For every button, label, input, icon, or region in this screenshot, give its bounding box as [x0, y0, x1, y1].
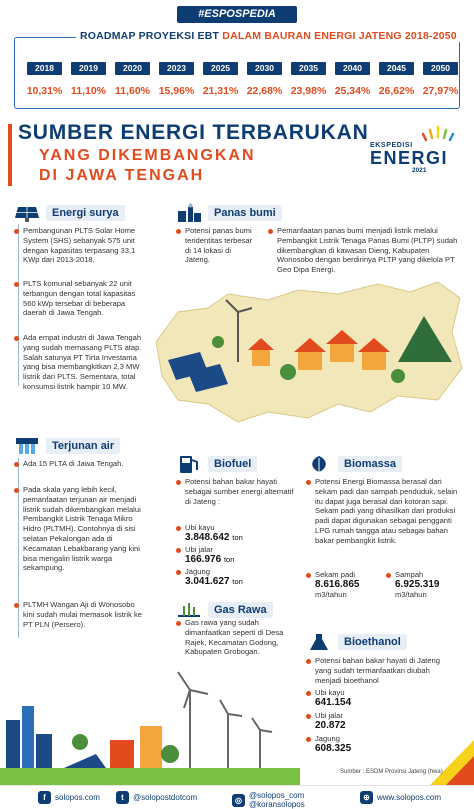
stat-item: Ubi kayu 641.154: [306, 688, 406, 711]
logo-rays-icon: [422, 124, 456, 142]
paragraph: PLTS komunal sebanyak 22 unit terbangun dengan total kapasitas 560 kWp tersebar di beberapa daerah di Jawa Tengah.: [14, 279, 146, 318]
central-java-map-illustration: [148, 272, 468, 432]
paragraph: PLTMH Wangan Aji di Wonosobo kini sudah mulai memasok listrik ke PT PLN (Persero).: [14, 600, 146, 629]
section-title: Gas Rawa: [208, 602, 273, 618]
bioethanol-stats: [306, 688, 406, 757]
stat-item: Jagung 608.325: [306, 734, 406, 757]
website-link[interactable]: ⊕ www.solopos.com: [360, 791, 441, 804]
year-value: 25,34%: [334, 85, 371, 97]
paragraph: Potensi panas bumi teridentitas terbesar di 14 lokasi di Jateng.: [176, 226, 258, 265]
year-label: 2019: [71, 62, 106, 75]
roadmap-year: [378, 62, 415, 97]
paragraph: Potensi Energi Biomassa berasal dari sekam padi dan sampah penduduk, selain itu dapat juga berasal dari kotoran sapi. Sekam padi yang dihasilkan dari produksi padi dapat digunakan sebagai pengganti LPG rumah tangga atau sebagai bahan bakar pembangkit listrik.: [306, 477, 462, 546]
section-title: Panas bumi: [208, 205, 282, 221]
year-value: 21,31%: [202, 85, 239, 97]
year-label: 2020: [115, 62, 150, 75]
paragraph: Pembangunan PLTS Solar Home System (SHS) sebanyak 575 unit dengan kapasitas terpasang 33,1 KWp dari 2013-2018.: [14, 226, 146, 265]
roadmap-year: [422, 62, 459, 97]
swamp-gas-icon: [176, 600, 202, 620]
section-title: Biofuel: [208, 456, 257, 472]
twitter-icon: t: [116, 791, 129, 804]
roadmap-year: [114, 62, 151, 97]
roadmap-title: [76, 30, 461, 42]
stat-item: Ubi kayu 3.848.642 ton: [176, 523, 296, 545]
section-header-gas-rawa: [176, 600, 273, 620]
section-title: Biomassa: [338, 456, 402, 472]
roadmap-year: [70, 62, 107, 97]
wind-solar-illustration: [0, 650, 300, 785]
page-title-line3: DI JAWA TENGAH: [39, 167, 205, 184]
footer-bar: [0, 785, 474, 809]
section-header-bioethanol: [306, 632, 407, 652]
title-accent-bar: [8, 124, 12, 186]
roadmap-year: [290, 62, 327, 97]
twitter-link[interactable]: t @solopostdotcom: [116, 791, 197, 804]
year-value: 26,62%: [378, 85, 415, 97]
esposepedia-tag: #ESPOSPEDIA: [177, 6, 297, 23]
roadmap-years: [26, 62, 459, 97]
paragraph: Pemanfaatan panas bumi menjadi listrik melalui Pembangkit Listrik Tenaga Panas Bumi (PLTP) sudah dikembangkan di kawasan Dieng, Kabupaten Wonosobo dengan berdirinya PLTP yang dikelola PT Geo Dipa Energi.: [268, 226, 458, 275]
facebook-icon: f: [38, 791, 51, 804]
year-label: 2050: [423, 62, 458, 75]
section-header-biofuel: [176, 454, 257, 474]
roadmap-year: [246, 62, 283, 97]
page-title-line2: YANG DIKEMBANGKAN: [39, 147, 256, 164]
paragraph: Potensi bahan bakar hayati di Jateng yang sudah termanfaatkan diubah menjadi bioethanol: [306, 656, 456, 685]
waterfall-icon: [14, 436, 40, 456]
source-note: Sumber : ESDM Provinsi Jateng (hwa): [340, 769, 443, 775]
corner-decoration: [420, 740, 474, 785]
year-value: 15,96%: [158, 85, 195, 97]
section-header-biomassa: [306, 454, 402, 474]
roadmap-year: [334, 62, 371, 97]
year-value: 10,31%: [26, 85, 63, 97]
paragraph: Pada skala yang lebih kecil, pemanfaatan terjunan air menjadi listrik sudah dikembangkan melalui Pembangkit Listrik Tenaga Mikro Hidro (PLTMH). Contohnya di sisi selatan Pekalongan ada di Kecamatan Lebakbarang yang kini bisa mengaliri listrik warga sekampung.: [14, 485, 146, 573]
year-label: 2045: [379, 62, 414, 75]
year-label: 2030: [247, 62, 282, 75]
section-header-panas-bumi: [176, 203, 282, 223]
stat-item: Ubi jalar 20.872: [306, 711, 406, 734]
logo-top: EKSPEDISI: [370, 142, 413, 149]
logo-year: 2021: [412, 167, 427, 174]
paragraph: Gas rawa yang sudah dimanfaatkan seperti di Desa Rajek, Kecamatan Godong, Kabupaten Grobogan.: [176, 618, 296, 657]
roadmap-year: [202, 62, 239, 97]
solar-panel-icon: [14, 203, 40, 223]
biofuel-stats: [176, 523, 296, 589]
year-value: 23,98%: [290, 85, 327, 97]
stat-item: Sekam padi 8.616.865 m3/tahun: [306, 570, 386, 599]
year-label: 2018: [27, 62, 62, 75]
stat-item: Ubi jalar 166.976 ton: [176, 545, 296, 567]
instagram-link[interactable]: ◎ @solopos_com @koransolopos: [232, 791, 305, 809]
year-label: 2025: [203, 62, 238, 75]
facebook-link[interactable]: f solopos.com: [38, 791, 100, 804]
instagram-icon: ◎: [232, 794, 245, 807]
section-header-energi-surya: [14, 203, 125, 223]
paragraph: Ada empat industri di Jawa Tengah yang sudah memasang PLTS atap. Salah satunya PT Tirta Investama yang bisa membangkitkan 2,3 MW listrik dari PLTS. Sementara, total konsumsi listrik hampir 10 MW.: [14, 333, 146, 392]
roadmap-year: [158, 62, 195, 97]
ethanol-flask-icon: [306, 632, 332, 652]
year-value: 27,97%: [422, 85, 459, 97]
year-value: 11,10%: [70, 85, 107, 97]
year-label: 2035: [291, 62, 326, 75]
stat-item: Sampah 6.925.319 m3/tahun: [386, 570, 466, 599]
stat-item: Jagung 3.041.627 ton: [176, 567, 296, 589]
section-title: Energi surya: [46, 205, 125, 221]
biomass-icon: [306, 454, 332, 474]
globe-icon: ⊕: [360, 791, 373, 804]
paragraph: Ada 15 PLTA di Jawa Tengah.: [14, 459, 146, 469]
section-header-terjunan-air: [14, 436, 120, 456]
page-title-line1: SUMBER ENERGI TERBARUKAN: [18, 121, 369, 144]
logo-main: ENERGI: [370, 148, 449, 168]
fuel-pump-icon: [176, 454, 202, 474]
section-title: Terjunan air: [46, 438, 120, 454]
year-label: 2023: [159, 62, 194, 75]
year-value: 11,60%: [114, 85, 151, 97]
ekspedisi-energi-logo: [370, 130, 460, 175]
roadmap-year: [26, 62, 63, 97]
paragraph: Potensi bahan bakar hayati sebagai sumber energi alternatif di Jateng :: [176, 477, 296, 506]
year-value: 22,68%: [246, 85, 283, 97]
year-label: 2040: [335, 62, 370, 75]
section-title: Bioethanol: [338, 634, 407, 650]
roadmap-title-a: ROADMAP PROYEKSI EBT: [80, 30, 220, 42]
geothermal-plant-icon: [176, 203, 202, 223]
roadmap-title-b: DALAM BAURAN ENERGI JATENG 2018-2050: [222, 30, 457, 42]
